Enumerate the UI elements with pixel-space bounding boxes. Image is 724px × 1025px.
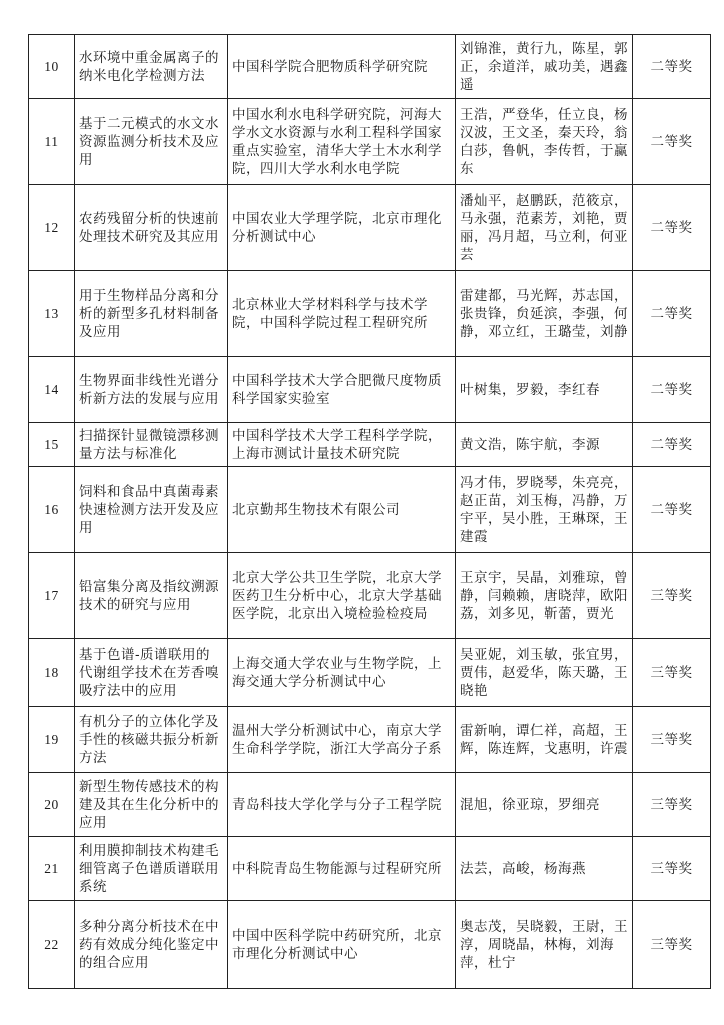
award-grade: 三等奖 bbox=[633, 639, 711, 707]
award-number: 20 bbox=[29, 773, 75, 837]
completing-unit: 青岛科技大学化学与分子工程学院 bbox=[228, 773, 456, 837]
table-row bbox=[29, 773, 711, 837]
award-grade: 二等奖 bbox=[633, 423, 711, 467]
completing-unit: 中国科学院合肥物质科学研究院 bbox=[228, 35, 456, 99]
award-list-page bbox=[28, 34, 710, 989]
award-number: 22 bbox=[29, 901, 75, 989]
award-number: 12 bbox=[29, 185, 75, 271]
completing-people: 奥志茂，吴晓毅，王尉，王淳，周晓晶，林梅，刘海萍，杜宁 bbox=[456, 901, 633, 989]
table-row bbox=[29, 467, 711, 553]
table-row bbox=[29, 707, 711, 773]
table-row bbox=[29, 99, 711, 185]
table-row bbox=[29, 357, 711, 423]
award-grade: 二等奖 bbox=[633, 467, 711, 553]
award-number: 15 bbox=[29, 423, 75, 467]
table-row bbox=[29, 271, 711, 357]
award-grade: 三等奖 bbox=[633, 837, 711, 901]
completing-people: 雷新响，谭仁祥，高超，王辉，陈连辉，戈惠明，许震 bbox=[456, 707, 633, 773]
award-grade: 二等奖 bbox=[633, 271, 711, 357]
project-title: 用于生物样品分离和分析的新型多孔材料制备及应用 bbox=[75, 271, 228, 357]
award-grade: 二等奖 bbox=[633, 99, 711, 185]
table-row bbox=[29, 901, 711, 989]
completing-people: 刘锦淮，黄行九，陈星，郭正，余道洋，戚功美，遇鑫遥 bbox=[456, 35, 633, 99]
award-number: 18 bbox=[29, 639, 75, 707]
award-number: 19 bbox=[29, 707, 75, 773]
completing-unit: 中国科学技术大学合肥微尺度物质科学国家实验室 bbox=[228, 357, 456, 423]
table-row bbox=[29, 423, 711, 467]
award-grade: 三等奖 bbox=[633, 773, 711, 837]
completing-unit: 北京勤邦生物技术有限公司 bbox=[228, 467, 456, 553]
completing-people: 吴亚妮，刘玉敏，张宜男，贾伟，赵爱华，陈天璐，王晓艳 bbox=[456, 639, 633, 707]
completing-unit: 中国农业大学理学院，北京市理化分析测试中心 bbox=[228, 185, 456, 271]
completing-people: 叶树集，罗毅，李红春 bbox=[456, 357, 633, 423]
project-title: 饲料和食品中真菌毒素快速检测方法开发及应用 bbox=[75, 467, 228, 553]
completing-unit: 北京林业大学材料科学与技术学院，中国科学院过程工程研究所 bbox=[228, 271, 456, 357]
project-title: 多种分离分析技术在中药有效成分纯化鉴定中的组合应用 bbox=[75, 901, 228, 989]
project-title: 扫描探针显微镜漂移测量方法与标准化 bbox=[75, 423, 228, 467]
completing-people: 王京宇，吴晶，刘雅琼，曾静，闫赖赖，唐晓萍，欧阳荔，刘多见，靳蕾，贾光 bbox=[456, 553, 633, 639]
award-grade: 二等奖 bbox=[633, 357, 711, 423]
completing-unit: 北京大学公共卫生学院，北京大学医药卫生分析中心，北京大学基础医学院，北京出入境检验检疫局 bbox=[228, 553, 456, 639]
table-row bbox=[29, 639, 711, 707]
completing-unit: 中国中医科学院中药研究所，北京市理化分析测试中心 bbox=[228, 901, 456, 989]
project-title: 有机分子的立体化学及手性的核磁共振分析新方法 bbox=[75, 707, 228, 773]
award-grade: 三等奖 bbox=[633, 553, 711, 639]
project-title: 利用膜抑制技术构建毛细管离子色谱质谱联用系统 bbox=[75, 837, 228, 901]
table-row bbox=[29, 553, 711, 639]
project-title: 生物界面非线性光谱分析新方法的发展与应用 bbox=[75, 357, 228, 423]
completing-people: 王浩，严登华，任立良，杨汉波，王文圣，秦天玲，翁白莎，鲁帆，李传哲，于赢东 bbox=[456, 99, 633, 185]
project-title: 基于色谱-质谱联用的代谢组学技术在芳香嗅吸疗法中的应用 bbox=[75, 639, 228, 707]
project-title: 新型生物传感技术的构建及其在生化分析中的应用 bbox=[75, 773, 228, 837]
award-grade: 二等奖 bbox=[633, 35, 711, 99]
completing-unit: 中国水利水电科学研究院，河海大学水文水资源与水利工程科学国家重点实验室，清华大学土木水利学院，四川大学水利水电学院 bbox=[228, 99, 456, 185]
table-row bbox=[29, 185, 711, 271]
award-number: 16 bbox=[29, 467, 75, 553]
completing-people: 混旭，徐亚琼，罗细亮 bbox=[456, 773, 633, 837]
table-row bbox=[29, 837, 711, 901]
project-title: 基于二元模式的水文水资源监测分析技术及应用 bbox=[75, 99, 228, 185]
project-title: 水环境中重金属离子的纳米电化学检测方法 bbox=[75, 35, 228, 99]
project-title: 铅富集分离及指纹溯源技术的研究与应用 bbox=[75, 553, 228, 639]
completing-people: 雷建都，马光辉，苏志国，张贵锋，贠延滨，李强，何静，邓立红，王璐莹，刘静 bbox=[456, 271, 633, 357]
completing-unit: 中科院青岛生物能源与过程研究所 bbox=[228, 837, 456, 901]
completing-people: 法芸，高峻，杨海燕 bbox=[456, 837, 633, 901]
table-row bbox=[29, 35, 711, 99]
award-number: 10 bbox=[29, 35, 75, 99]
award-number: 13 bbox=[29, 271, 75, 357]
completing-people: 冯才伟，罗晓琴，朱亮亮，赵正苗，刘玉梅，冯静，万宇平，吴小胜，王琳琛，王建霞 bbox=[456, 467, 633, 553]
award-grade: 三等奖 bbox=[633, 901, 711, 989]
completing-unit: 中国科学技术大学工程科学学院，上海市测试计量技术研究院 bbox=[228, 423, 456, 467]
award-number: 17 bbox=[29, 553, 75, 639]
award-number: 21 bbox=[29, 837, 75, 901]
completing-unit: 温州大学分析测试中心，南京大学生命科学学院，浙江大学高分子系 bbox=[228, 707, 456, 773]
award-grade: 二等奖 bbox=[633, 185, 711, 271]
project-title: 农药残留分析的快速前处理技术研究及其应用 bbox=[75, 185, 228, 271]
award-grade: 三等奖 bbox=[633, 707, 711, 773]
award-table bbox=[28, 34, 711, 989]
award-number: 14 bbox=[29, 357, 75, 423]
completing-people: 黄文浩，陈宇航，李源 bbox=[456, 423, 633, 467]
completing-people: 潘灿平，赵鹏跃，范筱京，马永强，范素芳，刘艳，贾丽，冯月超，马立利，何亚芸 bbox=[456, 185, 633, 271]
completing-unit: 上海交通大学农业与生物学院，上海交通大学分析测试中心 bbox=[228, 639, 456, 707]
award-number: 11 bbox=[29, 99, 75, 185]
